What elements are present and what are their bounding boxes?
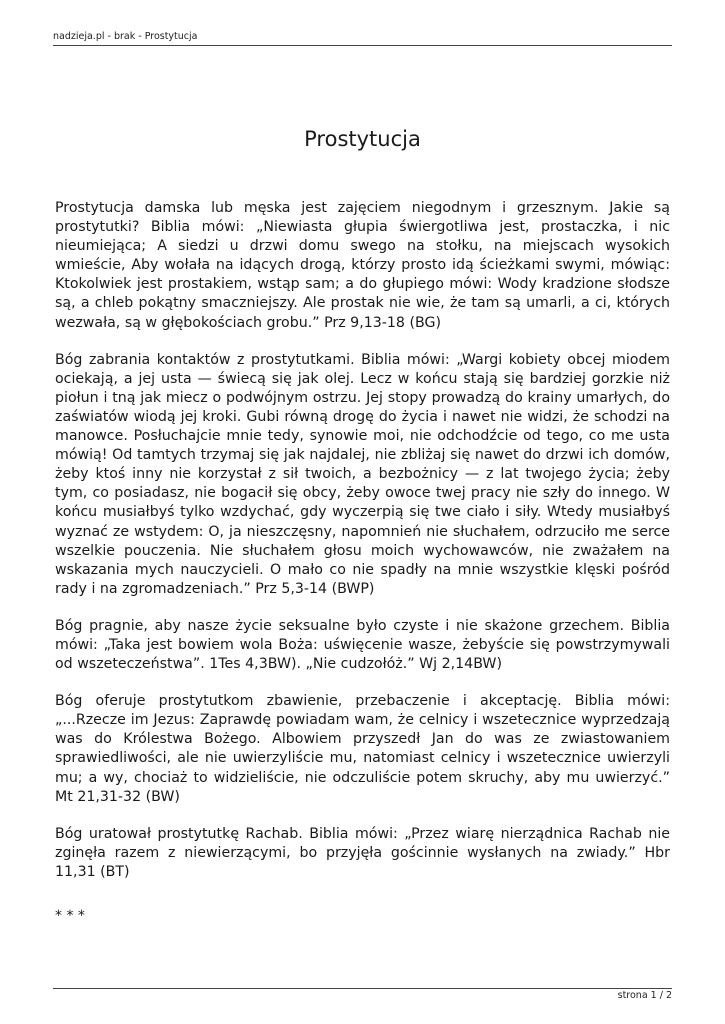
page-header: nadzieja.pl - brak - Prostytucja: [53, 31, 198, 42]
page-number: strona 1 / 2: [617, 990, 672, 1001]
article-body: [55, 199, 670, 900]
footer-divider: [53, 988, 672, 989]
paragraph-1: Prostytucja damska lub męska jest zajęciem niegodnym i grzesznym. Jakie są prostytutki? Biblia mówi: „Niewiasta głupia świergotliwa jest, prostaczka, i nic nieumiejąca; A siedzi u drzwi domu swego na stołku, na miejscach wysokich wmieście, Aby wołała na idących drogą, którzy prosto idą ścieżkami swymi, mówiąc: Ktokolwiek jest prostakiem, wstąp sam; a do głupiego mówi: Wody kradzione słodsze są, a chleb pokątny smaczniejszy. Ale prostak nie wie, że tam są umarli, a ci, których wezwała, są w głębokościach grobu.” Prz 9,13-18 (BG): [55, 200, 670, 331]
paragraph-4: Bóg oferuje prostytutkom zbawienie, przebaczenie i akceptację. Biblia mówi: „...Rzecze im Jezus: Zaprawdę powiadam wam, że celnicy i wszetecznice wyprzedzają was do Królestwa Bożego. Albowiem przyszedł Jan do was ze zwiastowaniem sprawiedliwości, ale nie uwierzyliście mu, natomiast celnicy i wszetecznice uwierzyli mu; a wy, chociaż to widzieliście, nie odczuliście potem skruchy, aby mu uwierzyć.” Mt 21,31-32 (BW): [55, 693, 670, 805]
paragraph-2: Bóg zabrania kontaktów z prostytutkami. Biblia mówi: „Wargi kobiety obcej miodem ociekają, a jej usta — świecą się jak olej. Lecz w końcu stają się bardziej gorzkie niż piołun i tną jak miecz o podwójnym ostrzu. Jej stopy prowadzą do krainy umarłych, do zaświatów wiodą jej kroki. Gubi równą drogę do życia i nawet nie widzi, że schodzi na manowce. Posłuchajcie mnie tedy, synowie moi, nie odchodźcie od tego, co me usta mówią! Od tamtych trzymaj się jak najdalej, nie zbliżaj się nawet do drzwi ich domów, żeby ktoś inny nie korzystał z sił twoich, a bezbożnicy — z lat twojego życia; żeby tym, co posiadasz, nie bogacił się obcy, żeby owoce twej pracy nie szły do innego. W końcu musiałbyś tylko wzdychać, gdy wyczerpią się twe ciało i siły. Wtedy musiałbyś wyznać ze wstydem: O, ja nieszczęsny, napomnień nie słuchałem, odrzuciło me serce wszelkie pouczenia. Nie słuchałem głosu moich wychowawców, nie zważałem na wskazania mych nauczycieli. O mało co nie spadły na mnie wszystkie klęski pośród rady i na zgromadzeniach.” Prz 5,3-14 (BWP): [55, 351, 670, 597]
section-separator: * * *: [55, 908, 85, 924]
paragraph-3: Bóg pragnie, aby nasze życie seksualne było czyste i nie skażone grzechem. Biblia mówi: „Taka jest bowiem wola Boża: uświęcenie wasze, żebyście się powstrzymywali od wszeteczeństwa”. 1Tes 4,3BW). „Nie cudzołóż.” Wj 2,14BW): [55, 617, 670, 673]
page-title: Prostytucja: [304, 127, 421, 152]
paragraph-5: Bóg uratował prostytutkę Rachab. Biblia mówi: „Przez wiarę nierządnica Rachab nie zginęła razem z niewierzącymi, bo przyjęła gościnnie wysłanych na zwiady.” Hbr 11,31 (BT): [55, 825, 670, 880]
header-divider: [53, 45, 672, 46]
